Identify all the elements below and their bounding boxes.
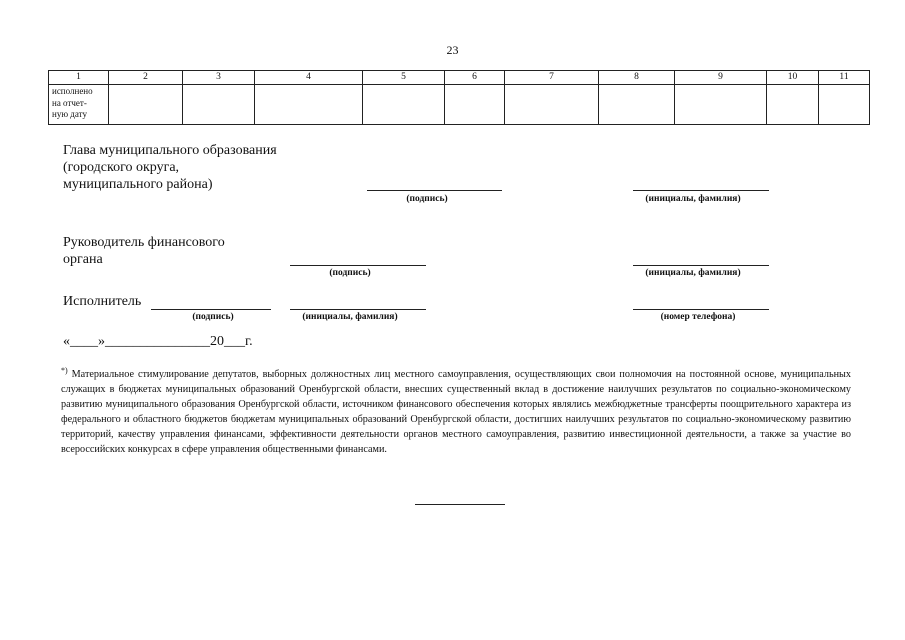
table-cell [599, 85, 675, 125]
column-number: 4 [255, 71, 363, 85]
date-line: «____»_______________20___г. [63, 334, 253, 349]
table-cell [675, 85, 767, 125]
finance-name-line [633, 265, 769, 266]
head-name-line [633, 190, 769, 191]
footnote-marker: *) [61, 366, 68, 375]
row-label: исполнено на отчет- ную дату [52, 86, 93, 119]
executor-phone-caption: (номер телефона) [660, 312, 736, 322]
finance-sign-caption: (подпись) [329, 268, 371, 278]
executor-name-line [290, 309, 426, 310]
head-signature-line [367, 190, 502, 191]
table-cell [363, 85, 445, 125]
head-name-caption: (инициалы, фамилия) [645, 194, 741, 204]
finance-title: Руководитель финансового органа [63, 235, 225, 267]
column-number: 2 [109, 71, 183, 85]
footnote-text: Материальное стимулирование депутатов, выборных должностных лиц местного самоуправления, осуществляющих свои полномочия на постоянной основе, муниципальных служащих в бюджетах муниципальных образований Оренбургской области, внесших существенный вклад в достижение наилучших результатов по социально-экономическому развитию муниципального образования Оренбургской области, источником финансового обеспечения которых являлись межбюджетные трансферты поощрительного характера из федерального и областного бюджетов бюджетам муниципальных образований Оренбургской области, достигших наилучших результатов по социально-экономическому развитию территорий, качеству управления финансами, эффективности деятельности органов местного самоуправления, развитию инвестиционной деятельности, а также за участие во всероссийских конкурсах в сфере управления общественными финансами. [61, 369, 851, 455]
column-number: 11 [819, 71, 870, 85]
executor-signature-line [151, 309, 271, 310]
column-number: 10 [767, 71, 819, 85]
executor-name-caption: (инициалы, фамилия) [302, 312, 398, 322]
footnote [61, 367, 851, 457]
head-title: Глава муниципального образования (городского округа, муниципального района) [63, 143, 277, 192]
executor-label: Исполнитель [63, 294, 142, 309]
table-cell [255, 85, 363, 125]
column-number: 6 [445, 71, 505, 85]
executor-sign-caption: (подпись) [192, 312, 234, 322]
column-number: 7 [505, 71, 599, 85]
executor-phone-line [633, 309, 769, 310]
table-cell [819, 85, 870, 125]
closing-divider-line [415, 504, 505, 505]
column-number: 5 [363, 71, 445, 85]
column-number: 8 [599, 71, 675, 85]
table-cell [767, 85, 819, 125]
column-number: 9 [675, 71, 767, 85]
report-table [48, 70, 870, 125]
column-number: 3 [183, 71, 255, 85]
finance-signature-line [290, 265, 426, 266]
head-sign-caption: (подпись) [406, 194, 448, 204]
table-row [49, 85, 870, 125]
table-cell [445, 85, 505, 125]
finance-name-caption: (инициалы, фамилия) [645, 268, 741, 278]
table-cell [109, 85, 183, 125]
page-number: 23 [446, 43, 459, 57]
table-cell [505, 85, 599, 125]
table-cell [183, 85, 255, 125]
row-label-cell [49, 85, 109, 125]
table-header-row [49, 71, 870, 85]
column-number: 1 [49, 71, 109, 85]
